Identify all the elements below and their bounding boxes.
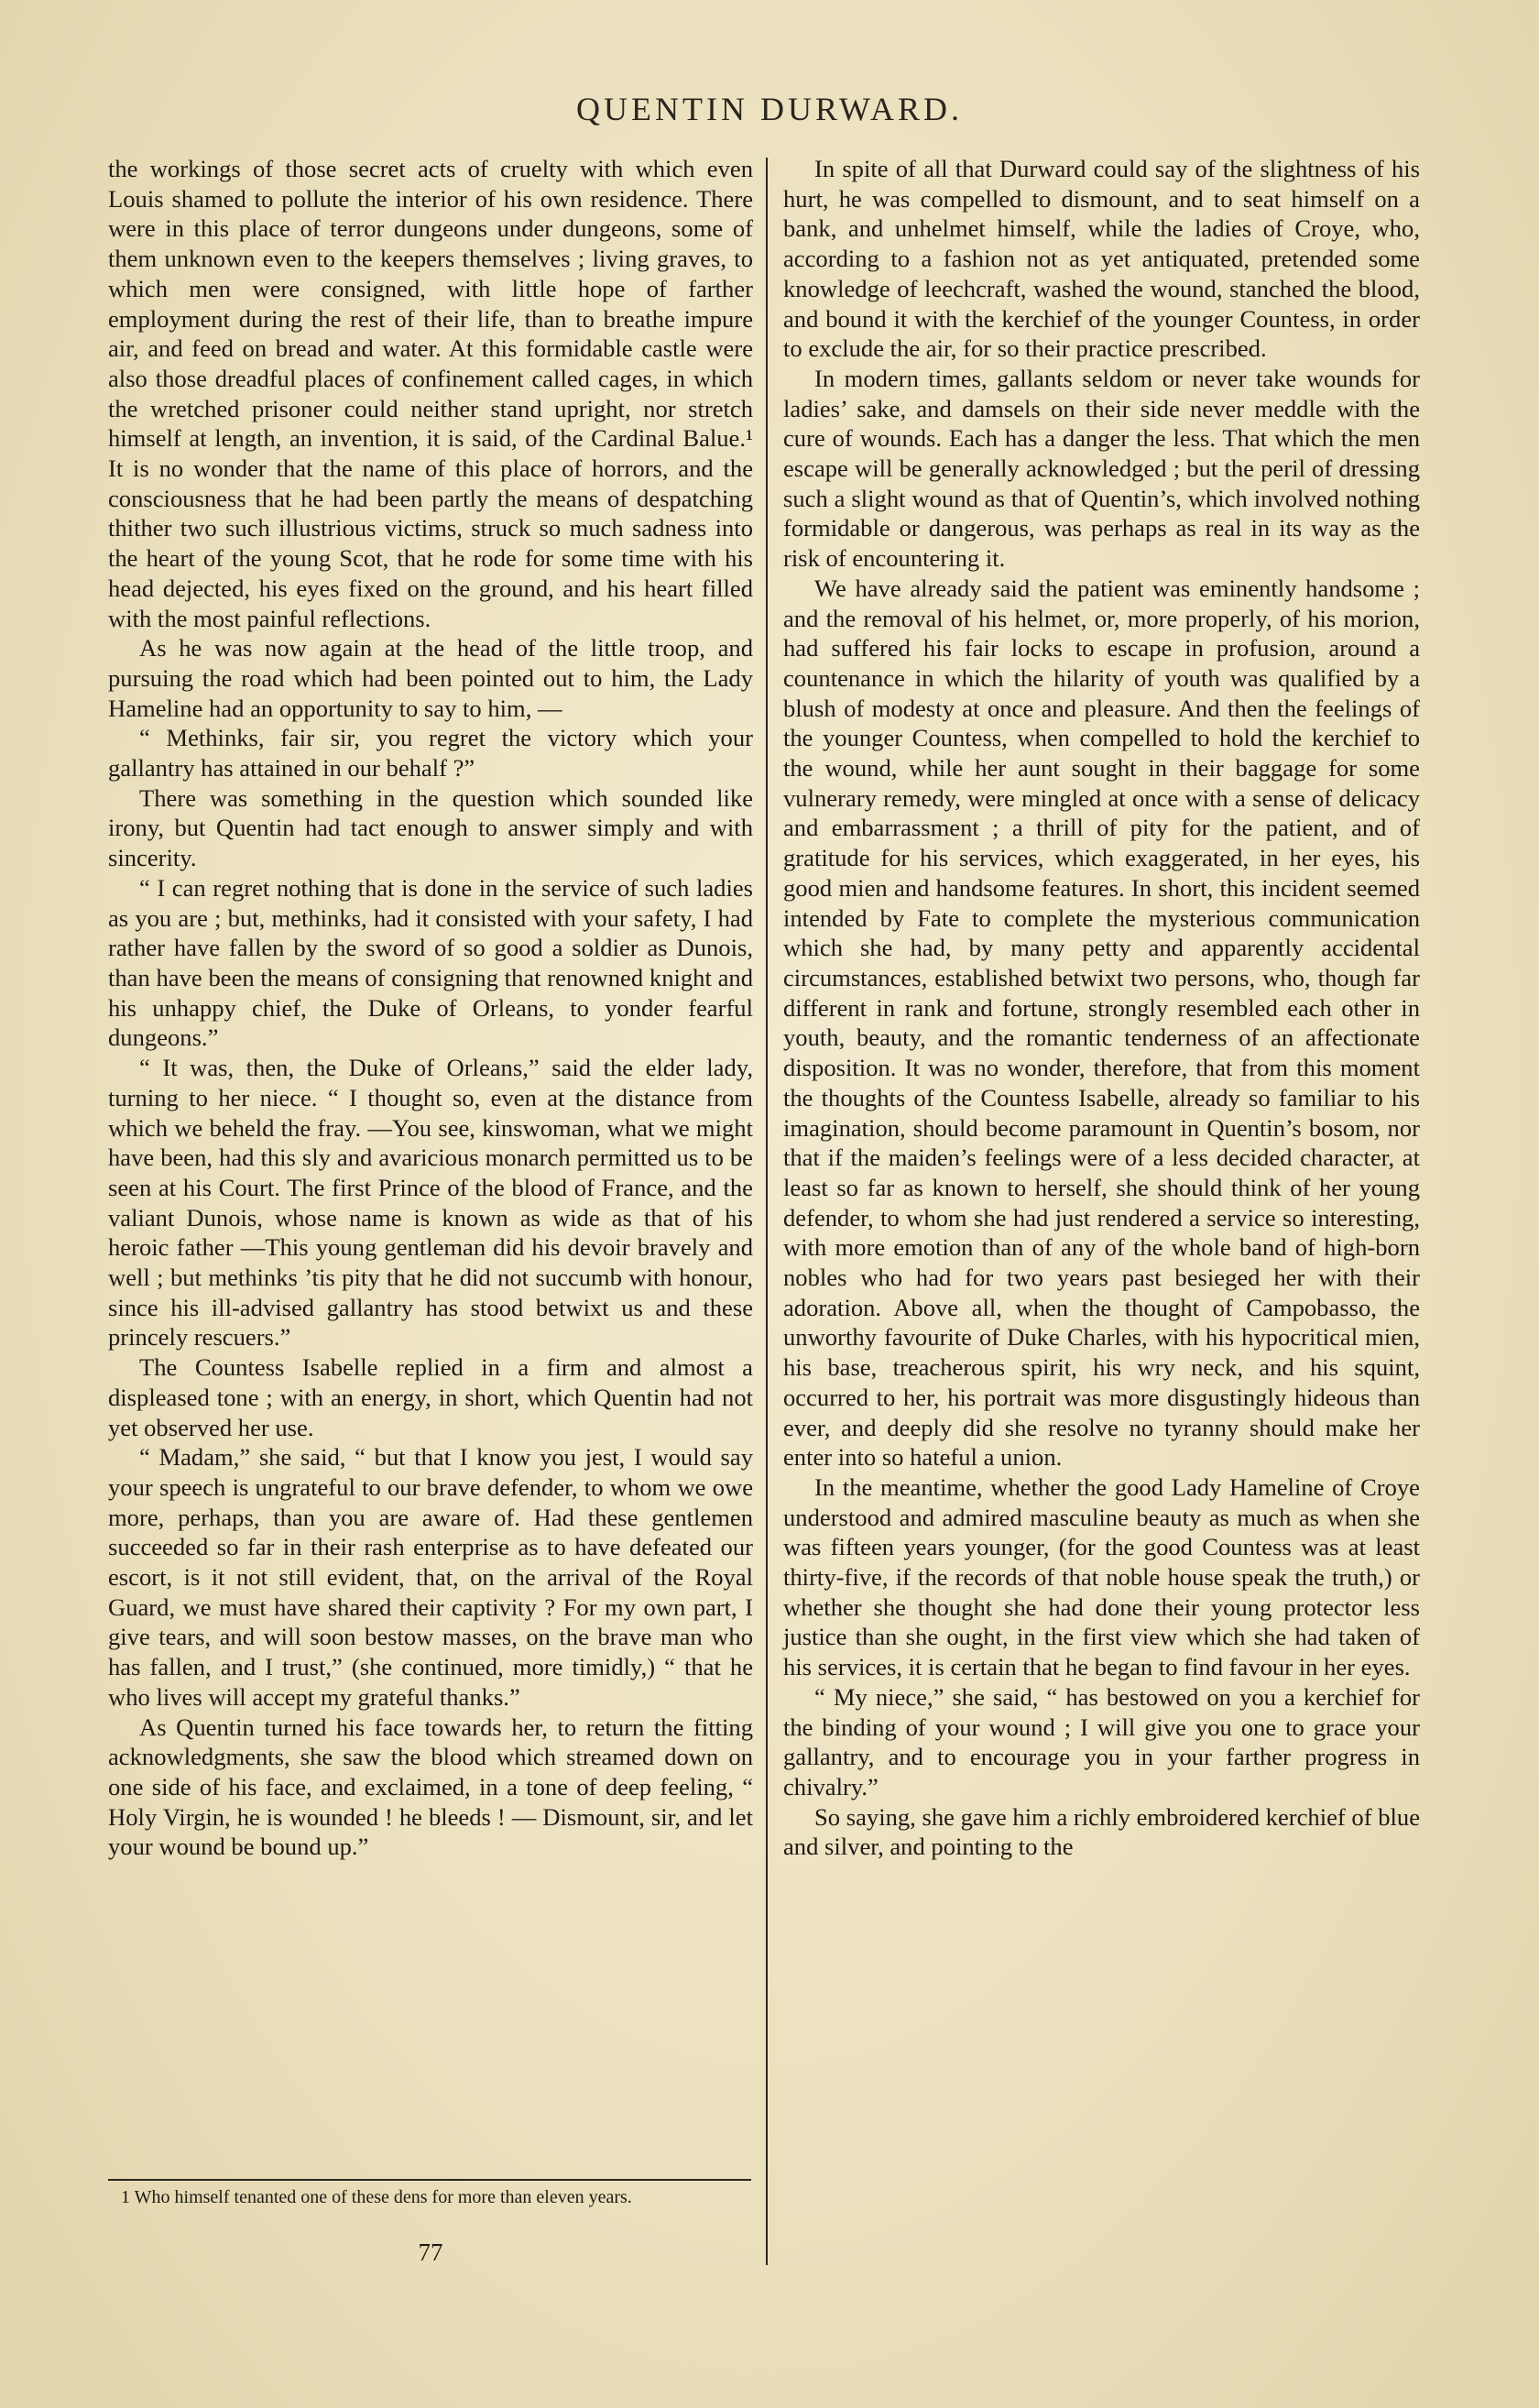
- paragraph: “ Madam,” she said, “ but that I know you jest, I would say your speech is ungrateful to our brave defender, to whom we owe more, perhaps, than you are aware of. Had these gentlemen succeeded so far in their rash enterprise as to have defeated our escort, is it not still evident, that, on the arrival of the Royal Guard, we must have shared their captivity ? For my own part, I give tears, and will soon bestow masses, on the brave man who has fallen, and I trust,” (she continued, more timidly,) “ that he who lives will accept my grateful thanks.”: [108, 1443, 753, 1711]
- paragraph: So saying, she gave him a richly embroidered kerchief of blue and silver, and pointing to the: [783, 1802, 1420, 1861]
- paragraph: As Quentin turned his face towards her, to return the fitting acknowledgments, she saw the blood which streamed down on one side of his face, and exclaimed, in a tone of deep feeling, “ Holy Virgin, he is wounded ! he bleeds ! — Dismount, sir, and let your wound be bound up.”: [108, 1713, 753, 1861]
- paragraph: the workings of those secret acts of cruelty with which even Louis shamed to pollute the interior of his own residence. There were in this place of terror dungeons under dungeons, some of them unknown even to the keepers themselves ; living graves, to which men were consigned, with little hope of farther employment during the rest of their life, than to breathe impure air, and feed on bread and water. At this formidable castle were also those dreadful places of confinement called cages, in which the wretched prisoner could neither stand upright, nor stretch himself at length, an invention, it is said, of the Cardinal Balue.¹ It is no wonder that the name of this place of horrors, and the consciousness that he had been partly the means of despatching thither two such illustrious victims, struck so much sadness into the heart of the young Scot, that he rode for some time with his head dejected, his eyes fixed on the ground, and his heart filled with the most painful reflections.: [108, 155, 753, 632]
- right-column: [783, 154, 1420, 1862]
- column-divider: [766, 158, 768, 2265]
- paragraph: In spite of all that Durward could say of the slightness of his hurt, he was compelled to dismount, and to seat himself on a bank, and unhelmet himself, while the ladies of Croye, who, according to a fashion not as yet antiquated, pretended some knowledge of leechcraft, washed the wound, stanched the blood, and bound it with the kerchief of the younger Countess, in order to exclude the air, for so their practice prescribed.: [783, 155, 1420, 363]
- left-column: [108, 154, 753, 1862]
- footnote: 1 Who himself tenanted one of these dens for more than eleven years.: [121, 2187, 632, 2207]
- paragraph: The Countess Isabelle replied in a firm and almost a displeased tone ; with an energy, in short, which Quentin had not yet observed her use.: [108, 1353, 753, 1441]
- running-head: QUENTIN DURWARD.: [576, 91, 963, 127]
- paragraph: There was something in the question which sounded like irony, but Quentin had tact enough to answer simply and with sincerity.: [108, 783, 753, 872]
- paragraph: In the meantime, whether the good Lady Hameline of Croye understood and admired masculine beauty as much as when she was fifteen years younger, (for the good Countess was at least thirty-five, if the records of that noble house speak the truth,) or whether she thought she had done their young protector less justice than she ought, in the first view which she had taken of his services, it is certain that he began to find favour in her eyes.: [783, 1472, 1420, 1681]
- paragraph: “ I can regret nothing that is done in the service of such ladies as you are ; but, methinks, had it consisted with your safety, I had rather have fallen by the sword of so good a soldier as Dunois, than have been the means of consigning that renowned knight and his unhappy chief, the Duke of Orleans, to yonder fearful dungeons.”: [108, 873, 753, 1052]
- paragraph: “ It was, then, the Duke of Orleans,” said the elder lady, turning to her niece. “ I thought so, even at the distance from which we beheld the fray. —You see, kinswoman, what we might have been, had this sly and avaricious monarch permitted us to be seen at his Court. The first Prince of the blood of France, and the valiant Dunois, whose name is known as wide as that of his heroic father —This young gentleman did his devoir bravely and well ; but methinks ’tis pity that he did not succumb with honour, since his ill-advised gallantry has stood betwixt us and these princely rescuers.”: [108, 1054, 753, 1352]
- page-number: 77: [418, 2238, 443, 2266]
- footnote-rule: [108, 2179, 751, 2181]
- paragraph: “ Methinks, fair sir, you regret the victory which your gallantry has attained in our behalf ?”: [108, 724, 753, 783]
- paragraph: “ My niece,” she said, “ has bestowed on you a kerchief for the binding of your wound ; I will give you one to grace your gallantry, and to encourage you in your farther progress in chivalry.”: [783, 1682, 1420, 1801]
- paragraph: As he was now again at the head of the little troop, and pursuing the road which had been pointed out to him, the Lady Hameline had an opportunity to say to him, —: [108, 634, 753, 722]
- paragraph: In modern times, gallants seldom or never take wounds for ladies’ sake, and damsels on their side never meddle with the cure of wounds. Each has a danger the less. That which the men escape will be generally acknowledged ; but the peril of dressing such a slight wound as that of Quentin’s, which involved nothing formidable or dangerous, was perhaps as real in its way as the risk of encountering it.: [783, 364, 1420, 573]
- paragraph: We have already said the patient was eminently handsome ; and the removal of his helmet, or, more properly, of his morion, had suffered his fair locks to escape in profusion, around a countenance in which the hilarity of youth was qualified by a blush of modesty at once and pleasure. And then the feelings of the younger Countess, when compelled to hold the kerchief to the wound, while her aunt sought in their baggage for some vulnerary remedy, were mingled at once with a sense of delicacy and embarrassment ; a thrill of pity for the patient, and of gratitude for his services, which exaggerated, in her eyes, his good mien and handsome features. In short, this incident seemed intended by Fate to complete the mysterious communication which she had, by many petty and apparently accidental circumstances, established betwixt two persons, who, though far different in rank and fortune, strongly resembled each other in youth, beauty, and the romantic tenderness of an affectionate disposition. It was no wonder, therefore, that from this moment the thoughts of the Countess Isabelle, already so familiar to his imagination, should become paramount in Quentin’s bosom, nor that if the maiden’s feelings were of a less decided character, at least so far as known to herself, she should think of her young defender, to whom she had just rendered a service so interesting, with more emotion than of any of the whole band of high-born nobles who had for two years past besieged her with their adoration. Above all, when the thought of Campobasso, the unworthy favourite of Duke Charles, with his hypocritical mien, his base, treacherous spirit, his wry neck, and his squint, occurred to her, his portrait was more disgustingly hideous than ever, and deeply did she resolve no tyranny should make her enter into so hateful a union.: [783, 574, 1420, 1472]
